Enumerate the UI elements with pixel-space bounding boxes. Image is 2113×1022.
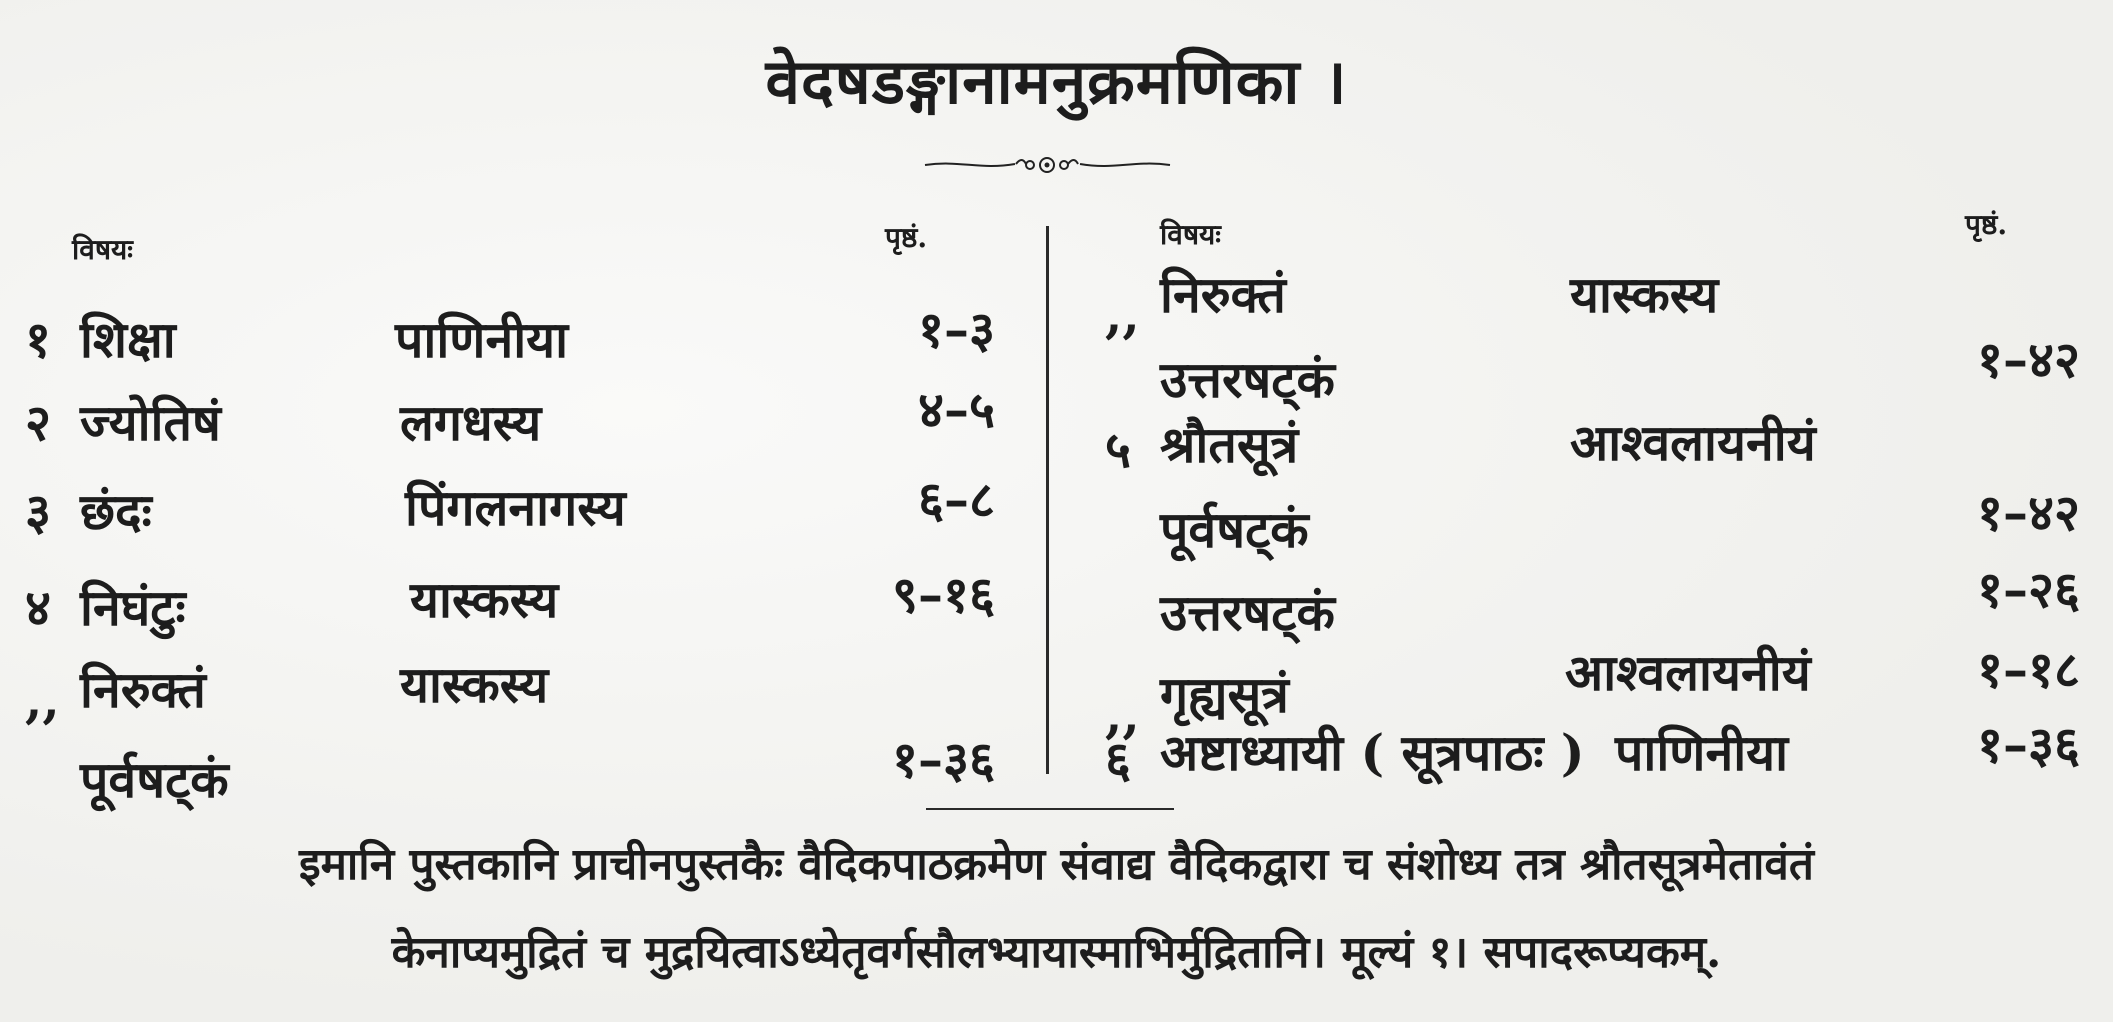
left-row-number: १: [25, 310, 51, 369]
left-row-subject: निरुक्तं: [80, 660, 206, 719]
footer-divider: [926, 808, 1174, 810]
right-row-pages: १–४२: [1977, 330, 2080, 389]
right-row-number: ५: [1105, 420, 1131, 479]
left-header-subject: विषयः: [72, 233, 133, 266]
left-row-pages: ४–५: [918, 380, 995, 439]
right-row-pages: १–१८: [1977, 640, 2080, 699]
right-row-author: आश्वलायनीयं: [1565, 643, 1811, 702]
column-divider: [1046, 226, 1049, 774]
right-row-number: ,,: [1105, 285, 1140, 344]
right-row-subject: निरुक्तं: [1160, 265, 1286, 324]
right-row-subject: श्रौतसूत्रं: [1160, 415, 1299, 474]
right-row-author: पाणिनीया: [1615, 723, 1789, 782]
left-row-author: पिंगलनागस्य: [405, 478, 626, 537]
right-row-subject: उत्तरषट्कं: [1160, 350, 1335, 409]
left-row-subject: निघंटुः: [80, 578, 186, 637]
left-header-page: पृष्ठं.: [885, 221, 928, 254]
left-row-pages: १–३: [918, 300, 995, 359]
right-row-number: ,,: [1105, 685, 1140, 744]
left-row-author: यास्कस्य: [400, 655, 549, 714]
left-row-subject: ज्योतिषं: [80, 393, 221, 452]
right-row-subject: गृह्यसूत्रं: [1160, 665, 1289, 724]
right-row-subject: पूर्वषट्कं: [1160, 500, 1309, 559]
left-row-number: ४: [25, 578, 51, 637]
left-row-number: ३: [25, 482, 51, 541]
left-row-number: ,,: [25, 670, 60, 729]
right-row-author: आश्वलायनीयं: [1570, 413, 1816, 472]
left-row-pages: ६–८: [918, 470, 995, 529]
footer-line-1: इमानि पुस्तकानि प्राचीनपुस्तकैः वैदिकपाठक्रमेण संवाद्य वैदिकद्वारा च संशोध्य तत्र श्रौतसूत्रमेतावंतं: [299, 839, 1814, 890]
right-header-page: पृष्ठं.: [1965, 208, 2008, 241]
left-row-subject: पूर्वषट्कं: [80, 750, 229, 809]
left-row-author: पाणिनीया: [395, 310, 569, 369]
right-row-pages: १–४२: [1977, 483, 2080, 542]
right-row-subject: उत्तरषट्कं: [1160, 583, 1335, 642]
left-row-pages: १–३६: [892, 730, 995, 789]
left-row-author: लगधस्य: [400, 393, 542, 452]
right-header-subject: विषयः: [1160, 218, 1221, 251]
right-row-pages: १–३६: [1977, 715, 2080, 774]
right-row-author: यास्कस्य: [1570, 265, 1719, 324]
left-row-pages: ९–१६: [892, 565, 995, 624]
ornament-divider: [920, 150, 1175, 180]
right-row-pages: १–२६: [1977, 560, 2080, 619]
right-row-number: ६: [1105, 730, 1131, 789]
left-row-subject: शिक्षा: [80, 310, 176, 369]
left-row-number: २: [25, 393, 51, 452]
footer-line-2: केनाप्यमुद्रितं च मुद्रयित्वाऽध्येतृवर्गसौलभ्यायास्माभिर्मुद्रितानि। मूल्यं १। सपादरूप्यकम्.: [391, 927, 1722, 978]
right-row-subject: अष्टाध्यायी ( सूत्रपाठः ): [1160, 723, 1585, 782]
left-row-author: यास्कस्य: [410, 570, 559, 629]
page-title: वेदषडङ्गानामनुक्रमणिका ।: [765, 45, 1348, 118]
left-row-subject: छंदः: [80, 482, 152, 541]
